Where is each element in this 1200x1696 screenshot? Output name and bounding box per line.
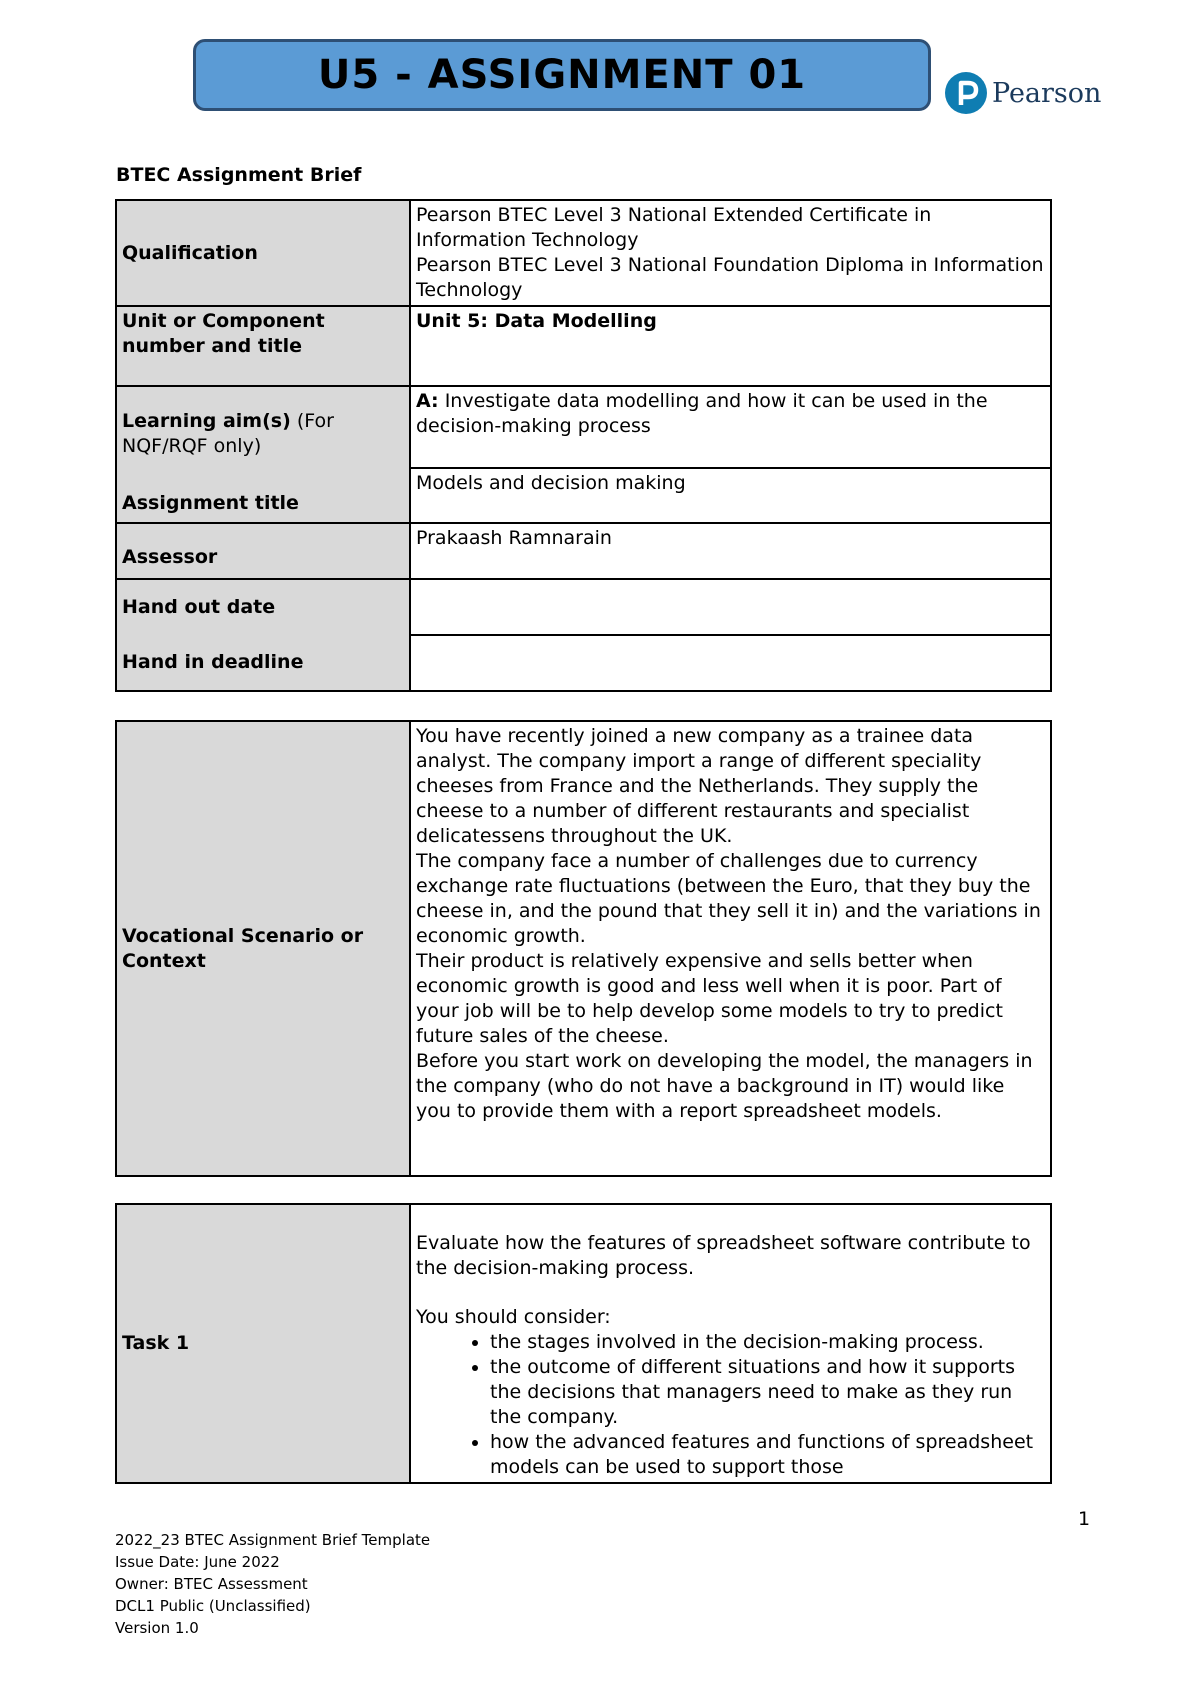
task-consider: You should consider:	[416, 1306, 611, 1328]
assignment-title-banner	[193, 39, 931, 111]
unit-value: Unit 5: Data Modelling	[410, 306, 1051, 386]
footer-line: Owner: BTEC Assessment	[115, 1575, 308, 1593]
table-row	[116, 386, 1051, 468]
table-row	[116, 579, 1051, 635]
scenario-table	[115, 720, 1052, 1177]
task-text	[410, 1204, 1051, 1483]
learning-aim-label	[116, 386, 410, 468]
assessor-label: Assessor	[116, 523, 410, 579]
scenario-paragraph: Before you start work on developing the model, the managers in the company (who do not have a background in IT) would like you to provide them with a report spreadsheet models.	[416, 1050, 1033, 1122]
learning-aim-prefix: A:	[416, 390, 439, 412]
qualification-label: Qualification	[116, 200, 410, 306]
unit-label: Unit or Component number and title	[116, 306, 410, 386]
pearson-logo-text: Pearson	[992, 77, 1102, 109]
task-label: Task 1	[116, 1204, 410, 1483]
table-row	[116, 306, 1051, 386]
scenario-label: Vocational Scenario or Context	[116, 721, 410, 1176]
list-item: • the outcome of different situations and how it supports the decisions that managers need to make as they run the company.	[490, 1355, 1045, 1430]
task-table	[115, 1203, 1052, 1484]
qualification-value	[410, 200, 1051, 306]
assessor-value: Prakaash Ramnarain	[410, 523, 1051, 579]
task-intro: Evaluate how the features of spreadsheet software contribute to the decision-making process.	[416, 1232, 1031, 1279]
brief-heading: BTEC Assignment Brief	[116, 164, 362, 186]
details-table	[115, 199, 1052, 692]
assignment-title-label: Assignment title	[116, 468, 410, 523]
table-row	[116, 200, 1051, 306]
learning-aim-text: Investigate data modelling and how it can be used in the decision-making process	[416, 390, 988, 437]
scenario-paragraph: The company face a number of challenges due to currency exchange rate fluctuations (between the Euro, that they buy the cheese in, and the pound that they sell it in) and the variations in economic growth.	[416, 850, 1041, 947]
footer-line: Issue Date: June 2022	[115, 1553, 280, 1571]
table-row	[116, 1204, 1051, 1483]
table-row	[116, 523, 1051, 579]
assignment-title-value: Models and decision making	[410, 468, 1051, 523]
hand-in-value	[410, 635, 1051, 691]
learning-aim-label-text: Learning aim(s)	[122, 409, 291, 432]
task-bullet-list	[416, 1330, 1045, 1480]
qualification-line-2: Pearson BTEC Level 3 National Foundation Diploma in Information Technology	[416, 254, 1044, 301]
pearson-logo	[945, 72, 1101, 114]
page-number: 1	[1078, 1508, 1091, 1530]
hand-out-value	[410, 579, 1051, 635]
learning-aim-note: (For NQF/RQF only)	[122, 409, 334, 457]
pearson-p-icon	[945, 72, 987, 114]
scenario-text	[410, 721, 1051, 1176]
hand-in-label: Hand in deadline	[116, 635, 410, 691]
footer-line: DCL1 Public (Unclassified)	[115, 1597, 311, 1615]
table-row	[116, 721, 1051, 1176]
scenario-paragraph: You have recently joined a new company as a trainee data analyst. The company import a range of different speciality cheeses from France and the Netherlands. They supply the cheese to a number of different restaurants and specialist delicatessens throughout the UK.	[416, 725, 982, 847]
document-footer	[115, 1529, 430, 1639]
list-item: • how the advanced features and functions of spreadsheet models can be used to support those	[490, 1430, 1045, 1480]
footer-line: 2022_23 BTEC Assignment Brief Template	[115, 1531, 431, 1549]
footer-line: Version 1.0	[115, 1619, 199, 1637]
learning-aim-value	[410, 386, 1051, 468]
list-item: • the stages involved in the decision-making process.	[490, 1330, 1045, 1355]
assignment-title: U5 - ASSIGNMENT 01	[317, 52, 807, 98]
scenario-paragraph: Their product is relatively expensive and sells better when economic growth is good and less well when it is poor. Part of your job will be to help develop some models to try to predict future sales of the cheese.	[416, 950, 1003, 1047]
qualification-line-1: Pearson BTEC Level 3 National Extended Certificate in Information Technology	[416, 204, 932, 251]
hand-out-label: Hand out date	[116, 579, 410, 635]
table-row	[116, 468, 1051, 523]
table-row	[116, 635, 1051, 691]
